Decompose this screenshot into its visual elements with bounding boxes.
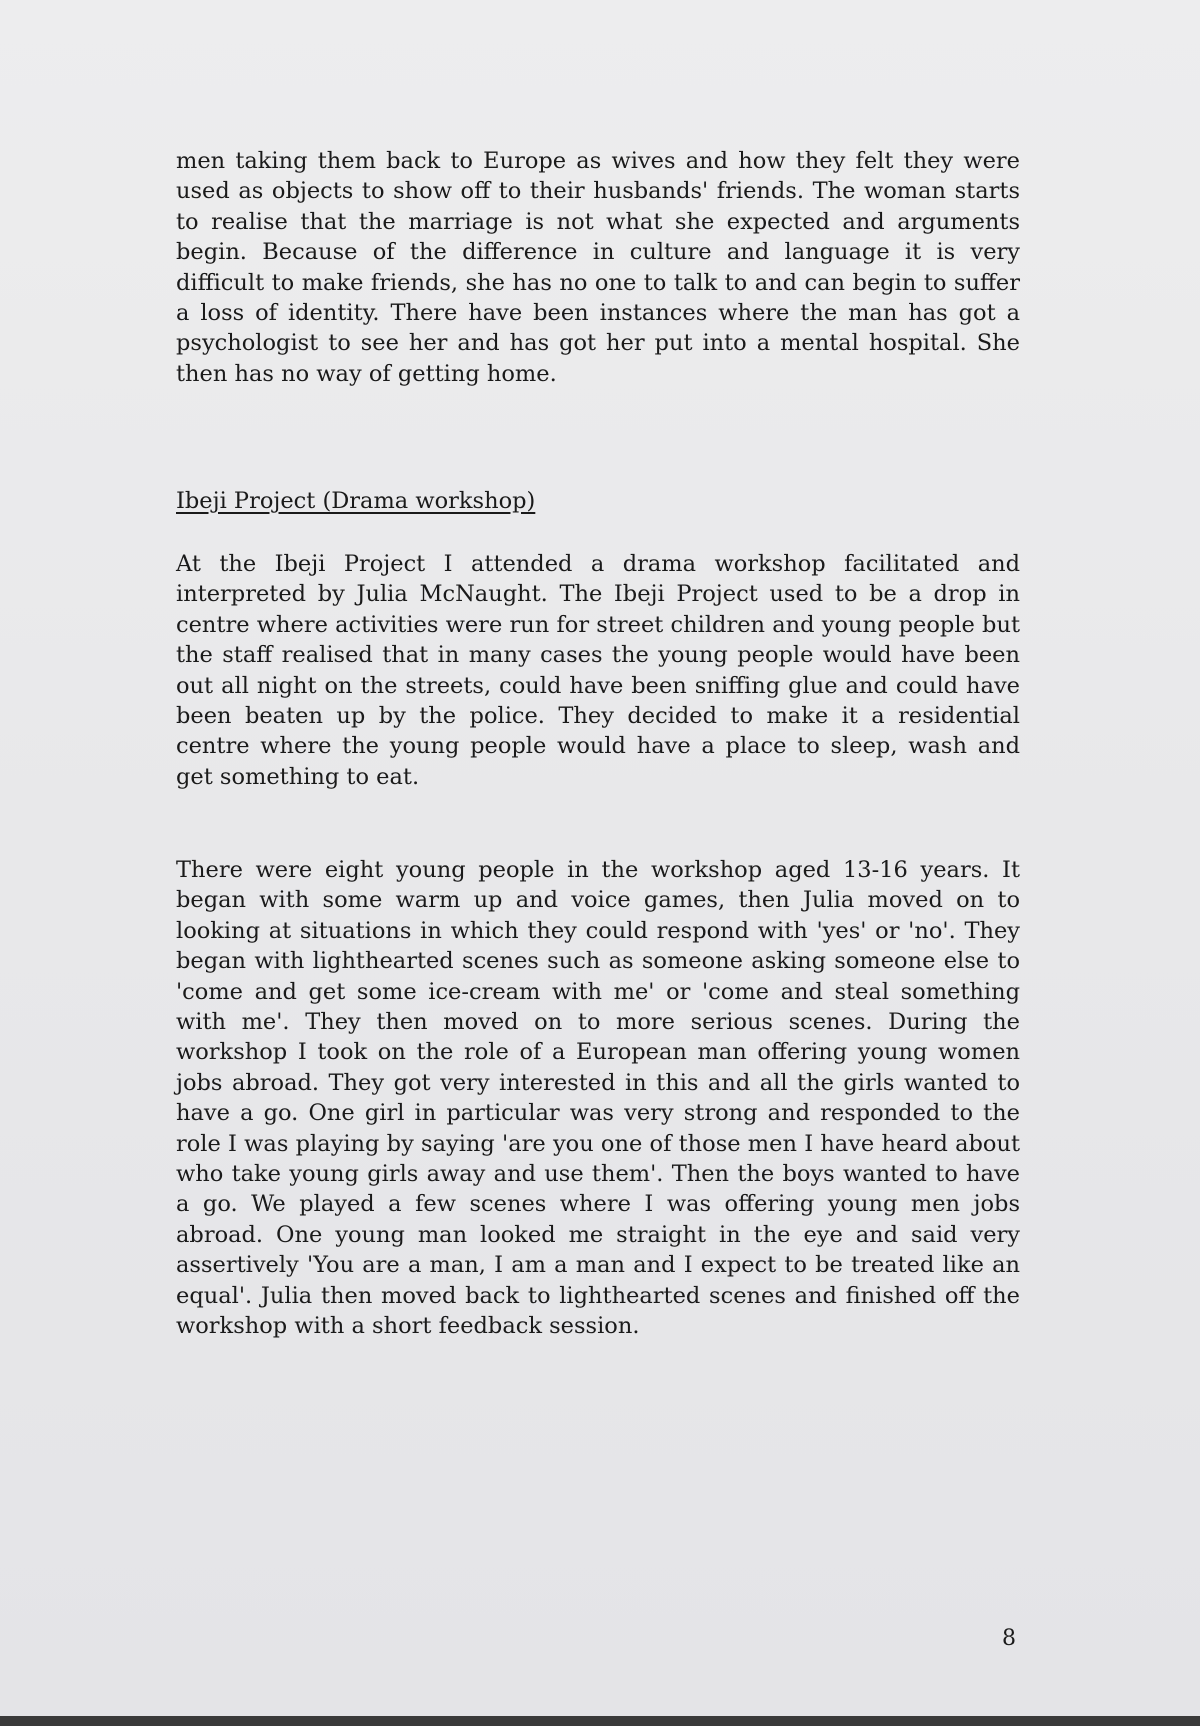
body-paragraph-1: men taking them back to Europe as wives and how they felt they were used as objects to show off to their husbands' friends. The woman starts to realise that the marriage is not what she expected and arguments begin. Because of the difference in culture and language it is very difficult to make friends, she has no one to talk to and can begin to suffer a loss of identity. There have been instances where the man has got a psychologist to see her and has got her put into a mental hospital. She then has no way of getting home. xyxy=(176,148,1020,387)
body-paragraph-3: There were eight young people in the workshop aged 13-16 years. It began with some warm up and voice games, then Julia moved on to looking at situations in which they could respond with 'yes' or 'no'. They began with lighthearted scenes such as someone asking someone else to 'come and get some ice-cream with me' or 'come and steal something with me'. They then moved on to more serious scenes. During the workshop I took on the role of a European man offering young women jobs abroad. They got very interested in this and all the girls wanted to have a go. One girl in particular was very strong and responded to the role I was playing by saying 'are you one of those men I have heard about who take young girls away and use them'. Then the boys wanted to have a go. We played a few scenes where I was offering young men jobs abroad. One young man looked me straight in the eye and said very assertively 'You are a man, I am a man and I expect to be treated like an equal'. Julia then moved back to lighthearted scenes and finished off the workshop with a short feedback session. xyxy=(176,857,1020,1340)
body-paragraph-2: At the Ibeji Project I attended a drama workshop facilitated and interpreted by Julia McNaught. The Ibeji Project used to be a drop in centre where activities were run for street children and young people but the staff realised that in many cases the young people would have been out all night on the streets, could have been sniffing glue and could have been beaten up by the police. They decided to make it a residential centre where the young people would have a place to sleep, wash and get something to eat. xyxy=(176,551,1020,790)
section-heading: Ibeji Project (Drama workshop) xyxy=(176,488,536,514)
page-number: 8 xyxy=(1002,1626,1016,1651)
scan-bottom-edge xyxy=(0,1716,1200,1726)
